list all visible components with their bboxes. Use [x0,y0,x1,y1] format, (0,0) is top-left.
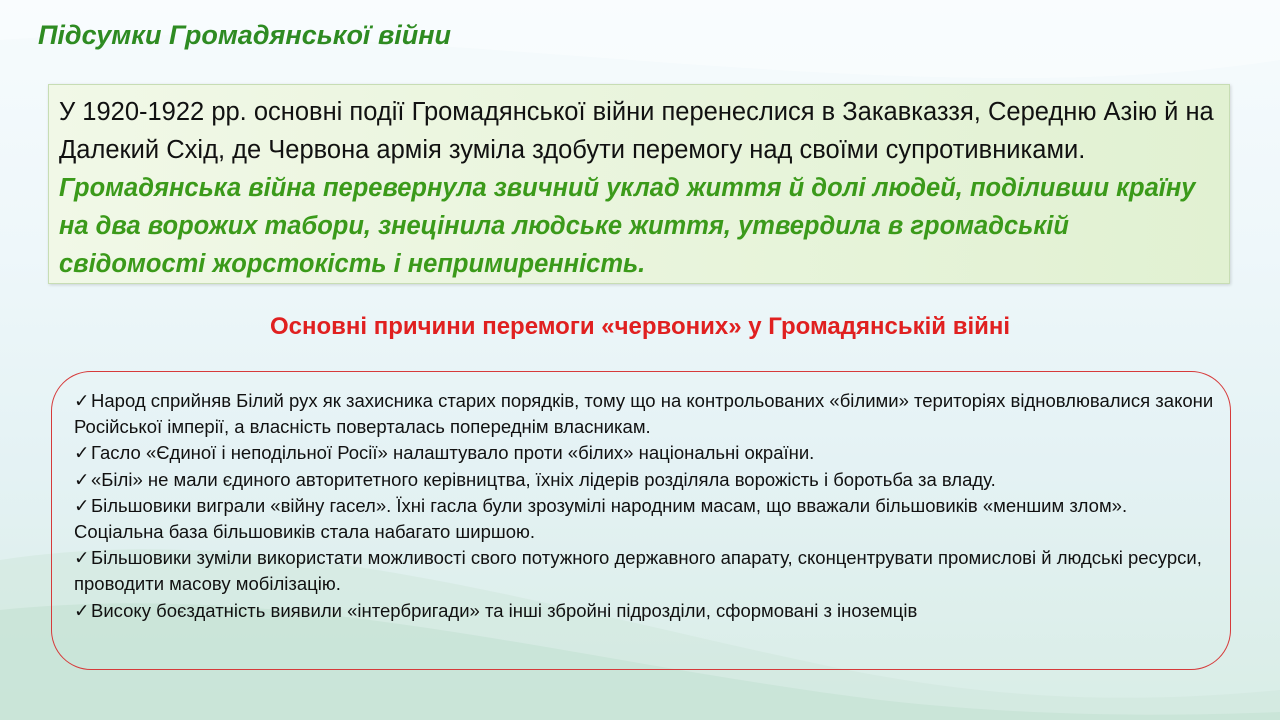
cause-text: Більшовики виграли «війну гасел». Їхні гасла були зрозумілі народним масам, що вважали більшовиків «меншим злом». Соціальна база більшовиків стала набагато ширшою. [74,494,1128,543]
causes-box [51,371,1231,670]
cause-text: Більшовики зуміли використати можливості свого потужного державного апарату, сконцентрувати промислові й людські ресурси, проводити масову мобілізацію. [74,547,1202,595]
summary-text: У 1920-1922 рр. основні події Громадянської війни перенеслися в Закавказзя, Середню Азію й на Далекий Схід, де Червона армія зуміла здобути перемогу над своїми супротивниками. [59,98,1214,164]
cause-item [74,388,1220,440]
cause-text: «Білі» не мали єдиного авторитетного керівництва, їхніх лідерів розділяла ворожість і боротьба за владу. [91,468,996,490]
cause-item [74,545,1220,597]
checkmark-icon: ✓ [74,547,90,569]
checkmark-icon: ✓ [74,390,90,411]
slide-title: Підсумки Громадянської війни [38,20,452,50]
cause-item [74,493,1220,545]
summary-highlight: Громадянська війна перевернула звичний уклад життя й долі людей, поділивши країну на два ворожих табори, знецінила людське життя, утвердила в громадській свідомості жорстокість і непримиренність. [59,174,1196,278]
summary-box [48,84,1230,284]
cause-text: Народ сприйняв Білий рух як захисника старих порядків, тому що на контрольованих «білими» територіях відновлювалися закони Російської імперії, а власність поверталась попереднім власникам. [74,390,1214,438]
cause-item [74,467,1220,493]
checkmark-icon: ✓ [74,599,90,621]
cause-text: Гасло «Єдиної і неподільної Росії» налаштувало проти «білих» національні окраїни. [91,442,815,464]
checkmark-icon: ✓ [74,442,90,464]
checkmark-icon: ✓ [74,494,90,516]
cause-text: Високу боєздатність виявили «інтербригади» та інші збройні підрозділи, сформовані з іноземців [91,599,918,621]
causes-heading: Основні причини перемоги «червоних» у Громадянській війні [269,313,1011,340]
checkmark-icon: ✓ [74,468,90,490]
cause-item [74,440,1220,466]
cause-item [74,598,1220,624]
